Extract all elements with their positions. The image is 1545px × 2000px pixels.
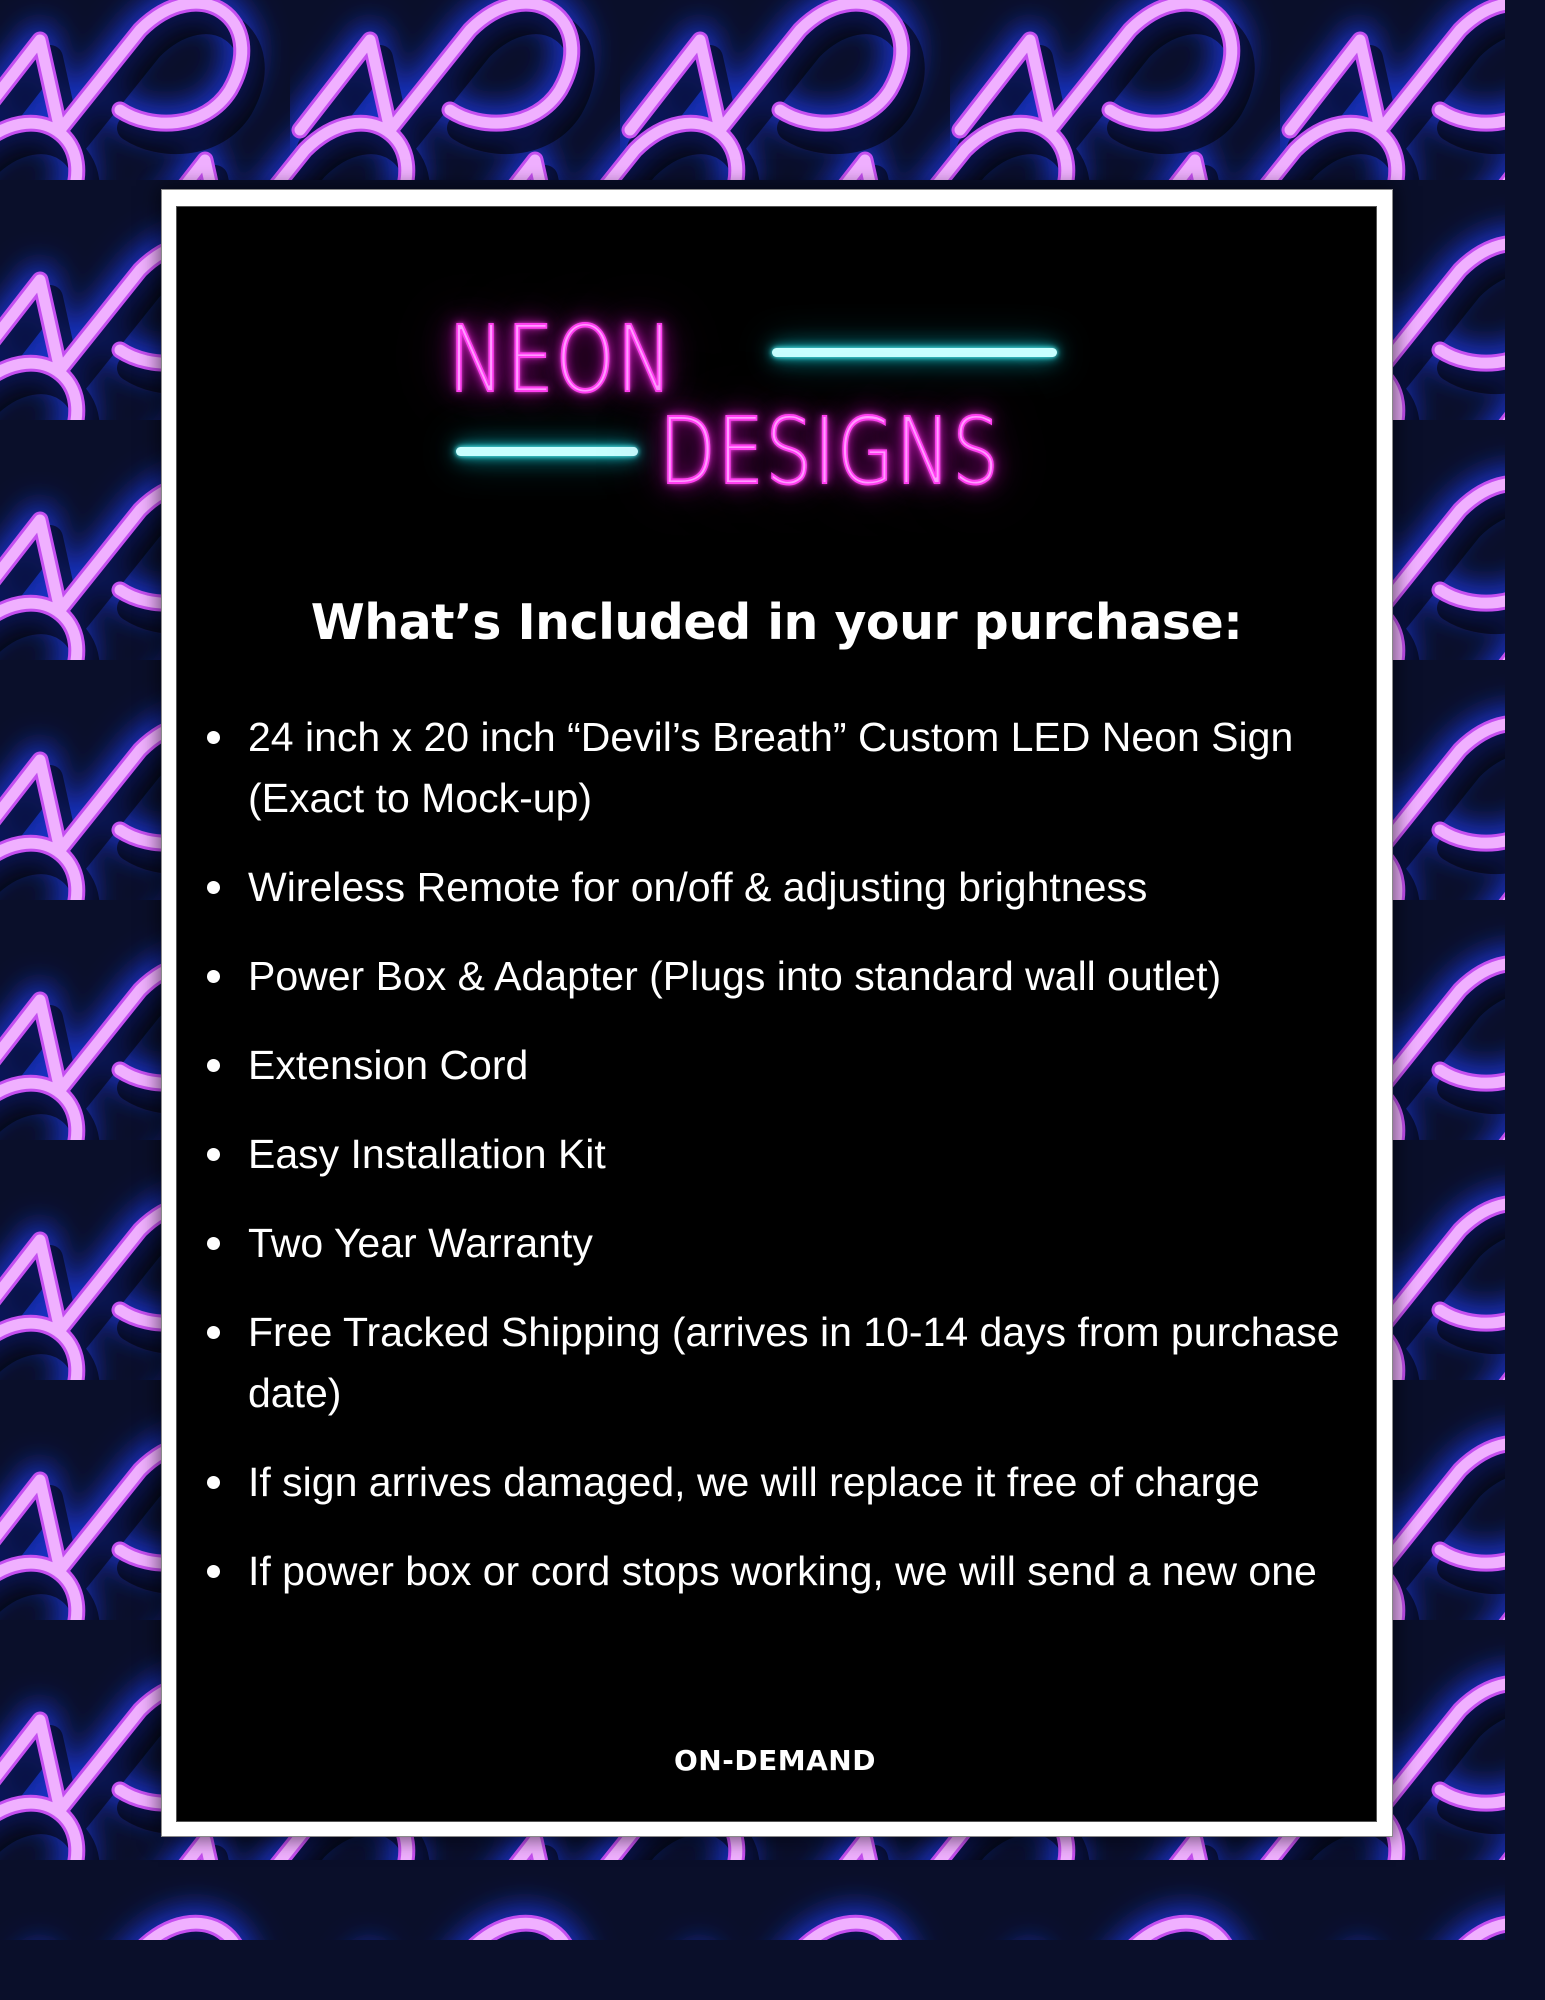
list-item-text: Wireless Remote for on/off & adjusting brightness (248, 864, 1148, 910)
list-item (200, 1541, 1360, 1602)
list-item (200, 1035, 1360, 1096)
logo-word-neon: NEON (448, 306, 675, 413)
list-item-text: Free Tracked Shipping (arrives in 10-14 days from purchase date) (248, 1309, 1340, 1416)
bullet-icon (207, 1565, 220, 1578)
bullet-icon (207, 970, 220, 983)
included-items-list (200, 707, 1360, 1630)
neon-designs-logo (176, 206, 1377, 536)
list-item (200, 707, 1360, 829)
bullet-icon (207, 731, 220, 744)
bullet-icon (207, 1237, 220, 1250)
cyan-neon-bar-icon (456, 447, 638, 456)
on-demand-badge: ON-DEMAND (674, 1744, 876, 1777)
list-item-text: Extension Cord (248, 1042, 529, 1088)
bullet-icon (207, 1059, 220, 1072)
list-item-text: If power box or cord stops working, we will send a new one (248, 1548, 1317, 1594)
list-item (200, 1452, 1360, 1513)
logo-word-designs: DESIGNS (659, 398, 1001, 505)
bullet-icon (207, 881, 220, 894)
list-item-text: Two Year Warranty (248, 1220, 593, 1266)
list-item-text: If sign arrives damaged, we will replace it free of charge (248, 1459, 1260, 1505)
content-panel (176, 206, 1377, 1822)
bullet-icon (207, 1326, 220, 1339)
list-item (200, 1124, 1360, 1185)
list-item (200, 1302, 1360, 1424)
list-item (200, 1213, 1360, 1274)
cyan-neon-bar-icon (772, 348, 1057, 357)
white-frame (162, 190, 1392, 1836)
list-item (200, 857, 1360, 918)
bullet-icon (207, 1476, 220, 1489)
list-item-text: Power Box & Adapter (Plugs into standard wall outlet) (248, 953, 1222, 999)
list-item (200, 946, 1360, 1007)
list-item-text: 24 inch x 20 inch “Devil’s Breath” Custom LED Neon Sign (Exact to Mock-up) (248, 714, 1294, 821)
bullet-icon (207, 1148, 220, 1161)
list-item-text: Easy Installation Kit (248, 1131, 606, 1177)
section-heading: What’s Included in your purchase: (310, 594, 1243, 651)
